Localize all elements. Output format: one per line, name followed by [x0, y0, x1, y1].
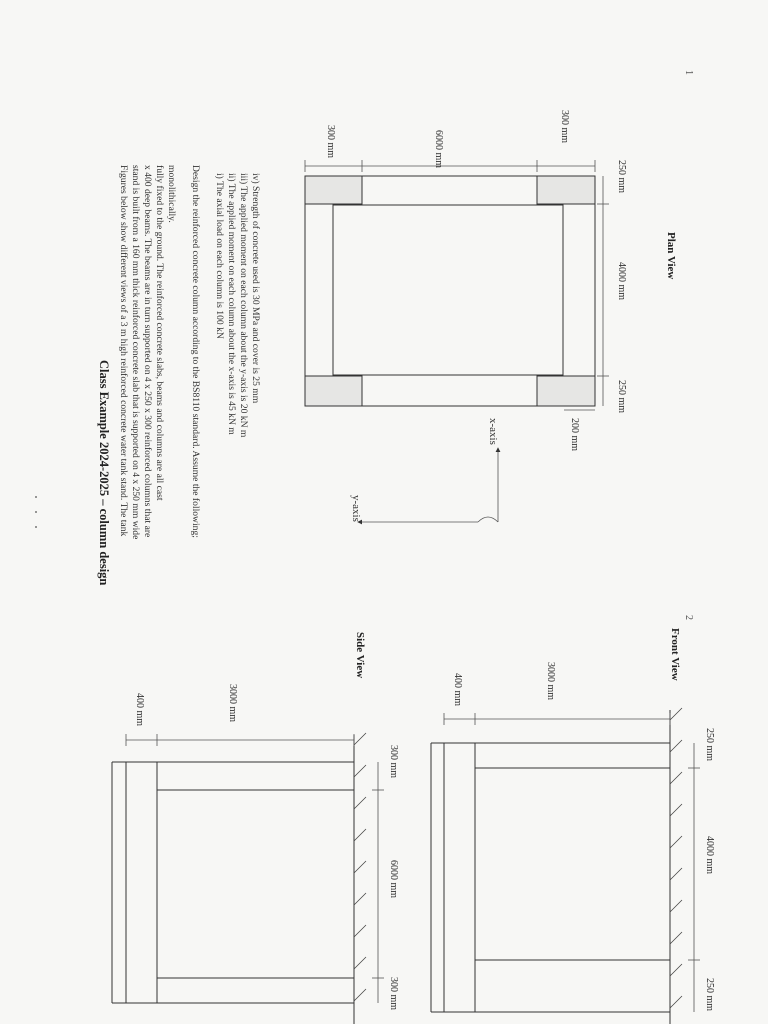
front-view-drawing — [431, 628, 715, 1024]
scan-speck — [35, 496, 37, 498]
front-view-label: Front View — [669, 628, 681, 681]
side-view-drawing — [112, 632, 399, 1024]
plan-column-bottom-right — [537, 376, 595, 406]
axis-origin-curve — [478, 517, 498, 522]
x-axis-label: x-axis — [487, 418, 499, 445]
plan-dim-300-bottom: 300 mm — [559, 110, 570, 144]
intro-text-block — [97, 165, 261, 585]
plan-column-top-left — [305, 176, 362, 204]
assumption-1: i) The axial load on each column is 100 kN — [214, 173, 225, 339]
plan-dim-6000: 6000 mm — [433, 130, 444, 169]
plan-view-label: Plan View — [665, 232, 677, 280]
front-ground-hatching — [670, 708, 682, 1008]
intro-line-2: stand is built from a 160 mm thick reinforced concrete slab that is supported on 4 x 250 mm wide — [130, 165, 141, 540]
side-view-label: Side View — [354, 632, 366, 679]
assumption-4: iv) Strength of concrete used is 30 MPa and cover is 25 mm — [250, 173, 261, 404]
plan-slab-outline — [305, 176, 595, 406]
front-dim-250-top: 250 mm — [704, 728, 715, 762]
scan-speck — [35, 511, 37, 513]
plan-dim-250-left: 250 mm — [616, 380, 627, 414]
front-dim-4000: 4000 mm — [704, 836, 715, 875]
instruction-line: Design the reinforced concrete column according to the BS8110 standard. Assume the following; — [190, 165, 201, 538]
side-ground-hatching — [354, 733, 366, 1001]
y-axis-label: y-axis — [350, 495, 362, 522]
assumption-2: ii) The applied moment on each column about the x-axis is 45 kN m — [226, 173, 237, 435]
side-dim-300-top: 300 mm — [388, 745, 399, 779]
page-title: Class Example 2024-2025 – column design — [97, 360, 111, 586]
scan-speck — [35, 526, 37, 528]
front-dim-3000: 3000 mm — [545, 662, 556, 701]
intro-line-1: Figures below show different views of a 3 m high reinforced concrete water tank stand. The tank — [118, 165, 129, 537]
front-dim-250-bottom: 250 mm — [704, 978, 715, 1012]
intro-line-3: x 400 deep beams. The beams are in turn supported on 4 x 250 x 300 reinforced columns that are — [142, 165, 153, 538]
plan-dim-4000: 4000 mm — [616, 262, 627, 301]
assumption-3: iii) The applied moment on each column about the y-axis is 20 kN m — [238, 173, 249, 438]
plan-dim-200: 200 mm — [569, 418, 580, 452]
page-number-2: 2 — [683, 615, 694, 620]
plan-dim-250-right: 250 mm — [616, 160, 627, 194]
front-dim-400: 400 mm — [452, 673, 463, 707]
plan-view-drawing — [305, 110, 677, 522]
page-number-1: 1 — [683, 70, 694, 75]
intro-line-4: fully fixed to the ground. The reinforced concrete slabs, beams and columns are all cast — [154, 165, 165, 501]
plan-column-bottom-left — [537, 176, 595, 204]
side-dim-6000: 6000 mm — [388, 860, 399, 899]
side-dim-3000: 3000 mm — [227, 684, 238, 723]
plan-dim-300-top: 300 mm — [325, 125, 336, 159]
plan-inner-opening — [333, 205, 563, 375]
side-dim-300-bottom: 300 mm — [388, 977, 399, 1011]
plan-column-top-right — [305, 376, 362, 406]
intro-line-5: monolithically. — [166, 165, 177, 223]
side-dim-400: 400 mm — [134, 693, 145, 727]
